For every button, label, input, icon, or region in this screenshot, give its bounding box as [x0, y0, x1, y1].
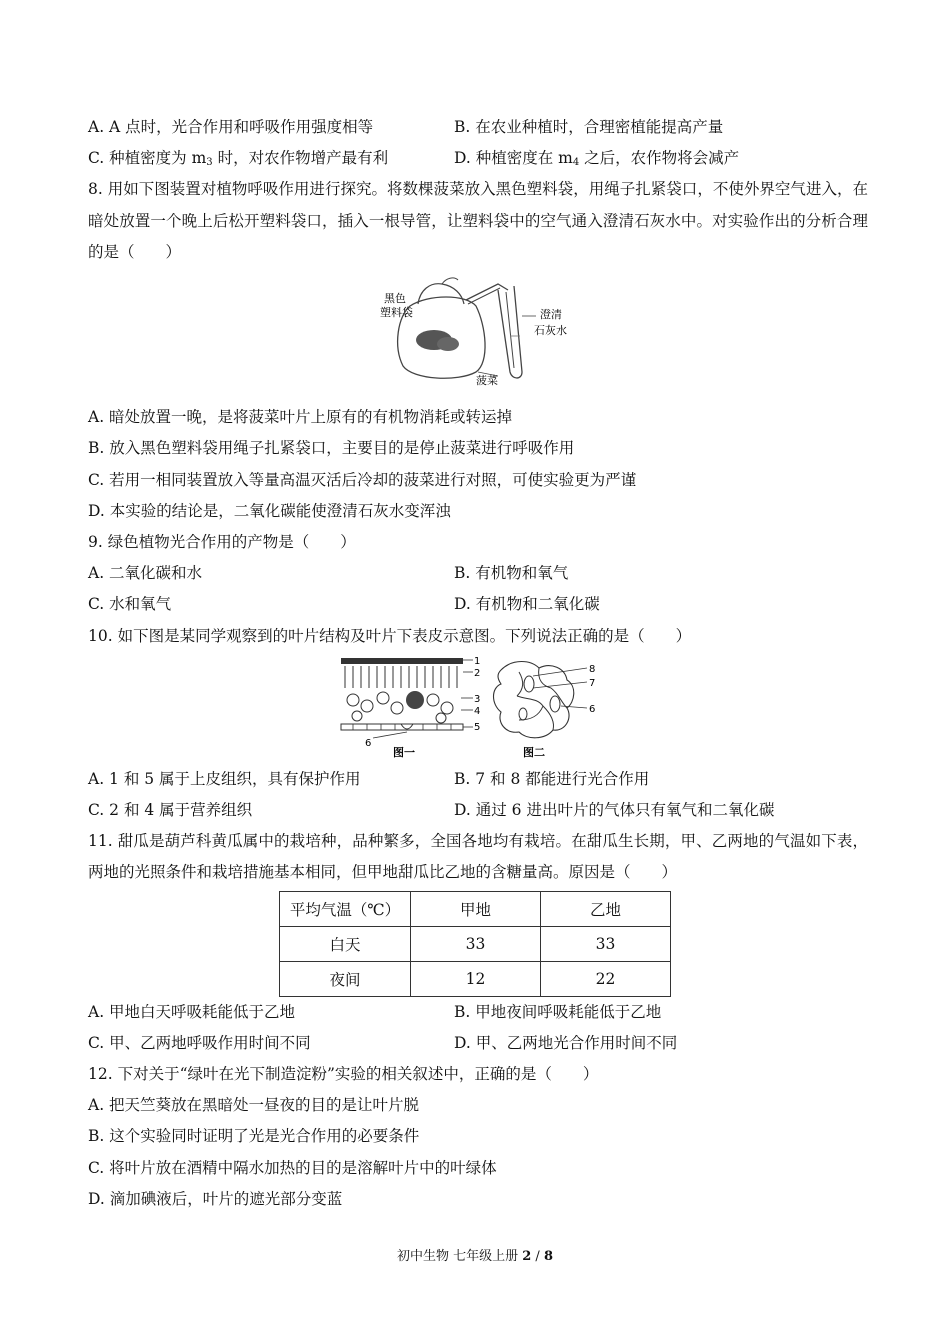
q12-option-d: D. 滴加碘液后，叶片的遮光部分变蓝: [88, 1189, 343, 1208]
footer-course: 初中生物 七年级上册: [396, 1249, 523, 1264]
q8-fig-label-bag1: 黑色: [384, 292, 406, 306]
q12-option-a: A. 把天竺葵放在黑暗处一昼夜的目的是让叶片脱: [88, 1096, 420, 1115]
q9-stem: 9. 绿色植物光合作用的产物是（ ）: [88, 533, 356, 552]
table-cell: 33: [411, 926, 541, 961]
q7-option-row: [88, 143, 868, 174]
q10-option-a: A. 1 和 5 属于上皮组织，具有保护作用: [88, 769, 361, 788]
lower-epidermis: [494, 661, 596, 759]
table-cell: 白天: [280, 926, 411, 961]
table-header-cell: 平均气温（℃）: [280, 891, 411, 926]
q7-option-c: C. 种植密度为 $m_3$ 时，对农作物增产最有利: [88, 149, 389, 169]
fig2-label-6: 6: [589, 703, 596, 715]
footer-separator: /: [531, 1249, 544, 1264]
q7-option-d: D. 种植密度在 $m_4$ 之后，农作物将会减产: [454, 149, 740, 169]
q9-option-row: [88, 589, 868, 620]
fig2-label-8: 8: [589, 663, 596, 675]
q8-fig-label-bag2: 塑料袋: [380, 306, 413, 320]
fig1-label-2: 2: [474, 667, 481, 679]
fig1-label-4: 4: [474, 705, 481, 717]
q10-option-row: [88, 764, 868, 795]
table-header-cell: 甲地: [411, 891, 541, 926]
q8-figure: [358, 276, 598, 394]
fig1-label-3: 3: [474, 693, 481, 705]
q7-option-row: [88, 112, 868, 143]
q8-fig-label-spinach: 菠菜: [476, 374, 498, 388]
q11-option-row: [88, 997, 868, 1028]
q11-stem: 11. 甜瓜是葫芦科黄瓜属中的栽培种，品种繁多，全国各地均有栽培。在甜瓜生长期，甲、乙两地的气温如下表，两地的光照条件和栽培措施基本相同，但甲地甜瓜比乙地的含糖量高。原因是（ ）: [88, 832, 868, 882]
table-cell: 33: [541, 926, 671, 961]
q11-option-a: A. 甲地白天呼吸耗能低于乙地: [88, 1002, 296, 1021]
q9-option-c: C. 水和氧气: [88, 595, 172, 614]
table-cell: 12: [411, 961, 541, 996]
q11-option-b: B. 甲地夜间呼吸耗能低于乙地: [454, 1002, 662, 1021]
q12-option-b: B. 这个实验同时证明了光是光合作用的必要条件: [88, 1127, 420, 1146]
q8-option-c: C. 若用一相同装置放入等量高温灭活后冷却的菠菜进行对照，可使实验更为严谨: [88, 470, 637, 489]
q8-stem: 8. 用如下图装置对植物呼吸作用进行探究。将数棵菠菜放入黑色塑料袋，用绳子扎紧袋口，不使外界空气进入，在暗处放置一个晚上后松开塑料袋口，插入一根导管，让塑料袋中的空气通入澄清石灰水中。对实验作出的分析合理的是（ ）: [88, 180, 868, 261]
page-footer: [0, 1245, 950, 1264]
q8-option-b: B. 放入黑色塑料袋用绳子扎紧袋口，主要目的是停止菠菜进行呼吸作用: [88, 439, 575, 458]
q9-option-b: B. 有机物和氧气: [454, 564, 569, 583]
q9-option-a: A. 二氧化碳和水: [88, 564, 203, 583]
table-cell: 22: [541, 961, 671, 996]
q8-fig-label-lime1: 澄清: [540, 308, 562, 322]
footer-page-total: 8: [543, 1249, 553, 1264]
q11-option-d: D. 甲、乙两地光合作用时间不同: [454, 1033, 678, 1052]
fig1-caption: 图一: [393, 745, 415, 759]
q10-option-d: D. 通过 6 进出叶片的气体只有氧气和二氧化碳: [454, 800, 775, 819]
table-row: [280, 961, 671, 996]
q8-option-d: D. 本实验的结论是，二氧化碳能使澄清石灰水变浑浊: [88, 501, 451, 520]
fig2-caption: 图二: [523, 745, 545, 759]
table-header-row: [280, 891, 671, 926]
q9-option-d: D. 有机物和二氧化碳: [454, 595, 600, 614]
q11-option-c: C. 甲、乙两地呼吸作用时间不同: [88, 1033, 311, 1052]
footer-page-number: 2: [522, 1249, 532, 1264]
q9-option-row: [88, 558, 868, 589]
q10-option-c: C. 2 和 4 属于营养组织: [88, 800, 253, 819]
q10-stem: 10. 如下图是某同学观察到的叶片结构及叶片下表皮示意图。下列说法正确的是（ ）: [88, 626, 692, 645]
fig2-label-7: 7: [589, 677, 596, 689]
q10-option-b: B. 7 和 8 都能进行光合作用: [454, 769, 650, 788]
q7-option-a: A. A 点时，光合作用和呼吸作用强度相等: [88, 118, 374, 136]
table-cell: 夜间: [280, 961, 411, 996]
q12-option-c: C. 将叶片放在酒精中隔水加热的目的是溶解叶片中的叶绿体: [88, 1158, 497, 1177]
table-header-cell: 乙地: [541, 891, 671, 926]
leaf-cross-section: [341, 656, 480, 759]
exam-page: [88, 112, 868, 1215]
table-row: [280, 926, 671, 961]
temperature-table: [279, 891, 671, 997]
fig1-label-5: 5: [474, 721, 481, 733]
q8-option-a: A. 暗处放置一晚，是将菠菜叶片上原有的有机物消耗或转运掉: [88, 408, 513, 427]
fig1-label-1: 1: [474, 655, 481, 667]
q10-option-row: [88, 795, 868, 826]
fig1-label-6: 6: [365, 737, 372, 749]
q11-option-row: [88, 1028, 868, 1059]
q8-fig-label-lime2: 石灰水: [534, 324, 567, 338]
q12-stem: 12. 下对关于“绿叶在光下制造淀粉”实验的相关叙述中，正确的是（ ）: [88, 1065, 599, 1084]
q7-option-b: B. 在农业种植时，合理密植能提高产量: [454, 118, 724, 136]
q10-figure: [333, 654, 623, 760]
